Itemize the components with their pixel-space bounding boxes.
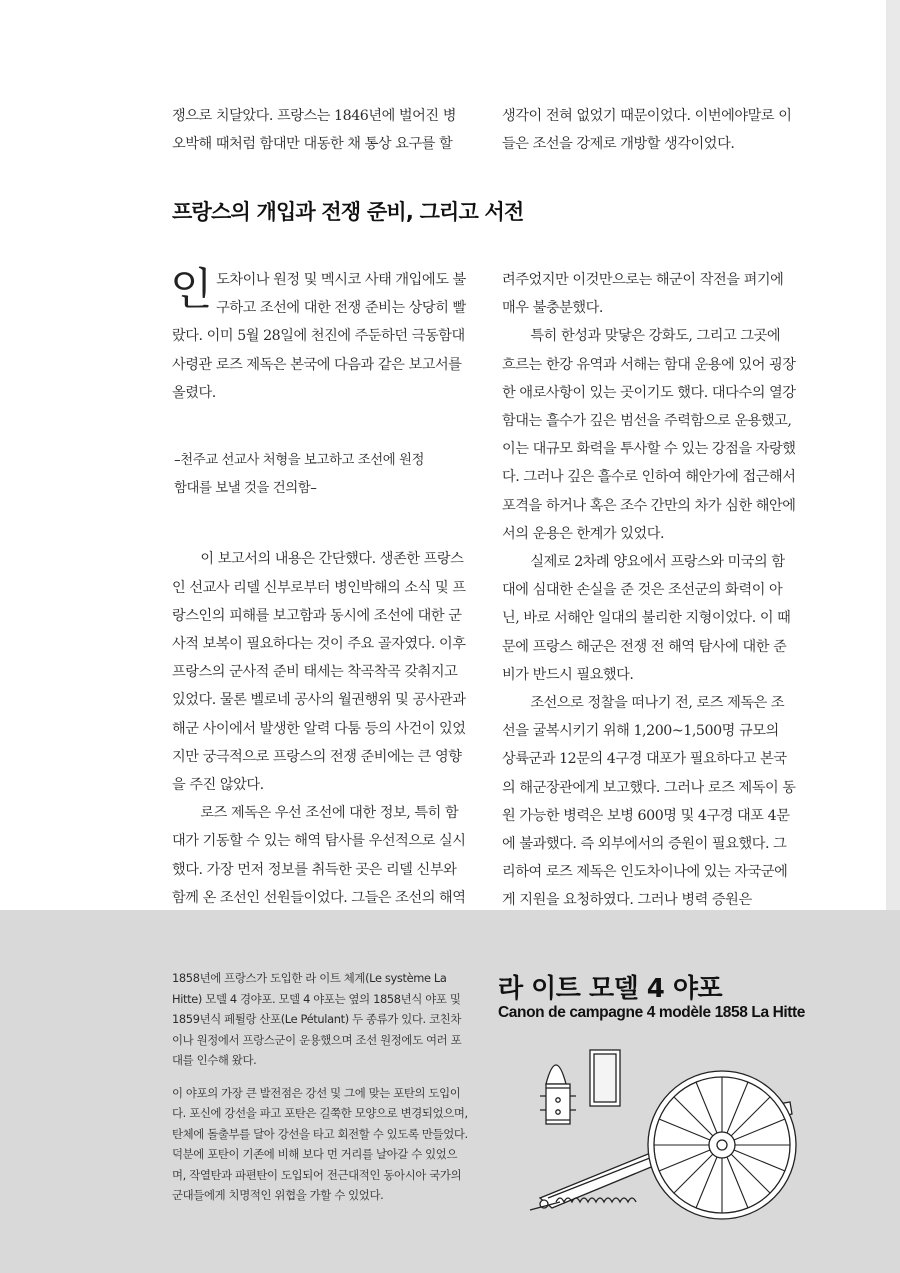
quote-line-1: –천주교 선교사 처형을 보고하고 조선에 원정 [173, 453, 424, 469]
left-paragraph-1 [172, 266, 468, 407]
section-heading: 프랑스의 개입과 전쟁 준비, 그리고 서전 [172, 200, 524, 224]
right-paragraph-1: 려주었지만 이것만으로는 해군이 작전을 펴기에 매우 불충분했다. [502, 272, 784, 317]
right-paragraph-2: 특히 한성과 맞닿은 강화도, 그리고 그곳에 흐르는 한강 유역과 서해는 함대 운용에 있어 굉장한 애로사항이 있는 곳이기도 했다. 대다수의 열강 함대는 흘수가 깊은 범선을 주력함으로 운용했고, 이는 대규모 화력을 투사할 수 있는 강점을 자랑했다. 그러나 깊은 흘수로 인하여 해안가에 접근해서 포격을 하거나 혹은 조수 간만의 차가 심한 해안에서의 운용은 한계가 있었다. [502, 328, 796, 542]
shell-side-view-icon [590, 1050, 620, 1106]
drop-cap: 인 [170, 264, 213, 315]
cannon-wheel-icon [648, 1071, 796, 1219]
body-left-column [172, 266, 468, 940]
top-right-text: 생각이 전혀 없었기 때문이었다. 이번에야말로 이들은 조선을 강제로 개방할 생각이었다. [502, 108, 792, 153]
sidebar-title: 라 이트 모델 4 야포 [498, 974, 723, 1004]
field-cannon-illustration [500, 1030, 800, 1225]
body-right-column [502, 266, 796, 915]
top-left-text: 쟁으로 치달았다. 프랑스는 1846년에 벌어진 병오박해 때처럼 함대만 대동한 채 통상 요구를 할 [172, 108, 457, 153]
left-paragraph-2: 이 보고서의 내용은 간단했다. 생존한 프랑스인 선교사 리델 신부로부터 병인박해의 소식 및 프랑스인의 피해를 보고함과 동시에 조선에 대한 군사적 보복이 필요하다는 것이 주요 골자였다. 이후 프랑스의 군사적 준비 태세는 착곡착곡 갖춰지고 있었다. 물론 벨로네 공사의 월권행위 및 공사관과 해군 사이에서 발생한 알력 다툼 등의 사건이 있었지만 궁극적으로 프랑스의 전쟁 준비에는 큰 영향을 주진 않았다. [172, 551, 466, 794]
quote-line-2: 함대를 보낼 것을 건의함– [173, 481, 317, 497]
sidebar-text [172, 968, 468, 1218]
top-left-column [172, 102, 468, 158]
sidebar-paragraph-2: 이 야포의 가장 큰 발전점은 강선 및 그에 맞는 포탄의 도입이다. 포신에 강선을 파고 포탄은 길쭉한 모양으로 변경되었으며, 탄체에 돌출부를 달아 강선을 타고 회전할 수 있도록 만들었다. 덕분에 포탄이 기존에 비해 보다 먼 거리를 날아갈 수 있었으며, 작열탄과 파편탄이 도입되어 전근대적인 동아시아 국가의 군대들에게 치명적인 위협을 가할 수 있었다. [172, 1085, 468, 1202]
shell-front-view-icon [540, 1065, 576, 1124]
sidebar-subtitle: Canon de campagne 4 modèle 1858 La Hitte [498, 1004, 806, 1021]
report-quote [172, 447, 468, 503]
sidebar-paragraph-1: 1858년에 프랑스가 도입한 라 이트 체계(Le système La Hitte) 모델 4 경야포. 모델 4 야포는 옆의 1858년식 야포 및 1859년식 페튈랑 산포(Le Pétulant) 두 종류가 있다. 코친차이나 원정에서 프랑스군이 운용했으며 조선 원정에도 여러 포대를 인수해 왔다. [172, 971, 462, 1067]
right-paragraph-4: 조선으로 정찰을 떠나기 전, 로즈 제독은 조선을 굴복시키기 위해 1,200~1,500명 규모의 상륙군과 12문의 4구경 대포가 필요하다고 본국의 해군장관에게 보고했다. 그러나 로즈 제독이 동원 가능한 병력은 보병 600명 및 4구경 대포 4문에 불과했다. 즉 외부에서의 증원이 필요했다. 그리하여 로즈 제독은 인도차이나에 있는 자국군에게 지원을 요청하였다. 그러나 병력 증원은 [502, 695, 796, 909]
top-right-column [502, 102, 796, 158]
page-edge-shadow [886, 0, 900, 910]
left-paragraph-3: 로즈 제독은 우선 조선에 대한 정보, 특히 함대가 기동할 수 있는 해역 탐사를 우선적으로 실시했다. 가장 먼저 정보를 취득한 곳은 리델 신부와 함께 온 조선인 선원들이었다. 그들은 조선의 해역 [172, 805, 466, 906]
carriage-trail-icon [530, 1150, 668, 1210]
right-paragraph-3: 실제로 2차례 양요에서 프랑스와 미국의 함대에 심대한 손실을 준 것은 조선군의 화력이 아닌, 바로 서해안 일대의 불리한 지형이었다. 이 때문에 프랑스 해군은 전쟁 전 해역 탐사에 대한 준비가 반드시 필요했다. [502, 554, 791, 683]
left-paragraph-1-text: 도차이나 원정 및 멕시코 사태 개입에도 불구하고 조선에 대한 전쟁 준비는 상당히 빨랐다. 이미 5월 28일에 천진에 주둔하던 극동함대 사령관 로즈 제독은 본국에 다음과 같은 보고서를 올렸다. [172, 272, 466, 401]
